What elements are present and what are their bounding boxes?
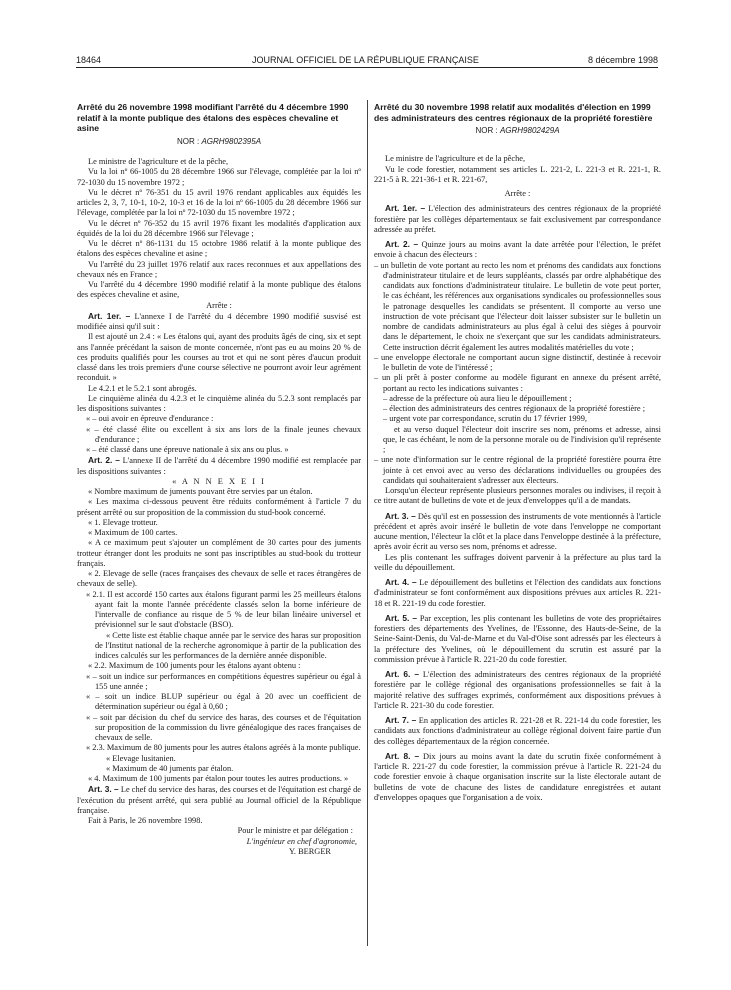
left-sig3: Y. BERGER xyxy=(288,846,331,856)
right-title: Arrêté du 30 novembre 1998 relatif aux modalités d'élection en 1999 des administrateurs des centres régionaux de la propriété forestière xyxy=(374,102,653,123)
right-bullet-1: – un bulletin de vote portant au recto les nom et prénoms des candidats aux fonctions d'administrateur titulaire et de leurs suppléants, classés par ordre alphabétique des candidats aux fonctions d'administrateur titulaire. Le bulletin de vote peut porter, le cas échéant, les références aux organisations syndicales ou professionnelles sous le patronage desquelles les candidats se présentent. Il comporte au verso une instruction de vote précisant que l'électeur doit laisser subsister sur le bulletin un nombre de candidats administrateurs au plus égal à celui des sièges à pourvoir dans le département, le choix ne s'exerçant que sur les candidats administrateurs. Cette instruction décrit également les autres modalités matérielles du vote ; xyxy=(374,260,661,352)
annexe-n4: « Maximum de 100 cartes. xyxy=(88,528,178,538)
left-art3 xyxy=(77,784,361,816)
right-art5 xyxy=(374,613,661,665)
right-bullet-2: – une enveloppe électorale ne comportant aucun signe distinctif, destinée à recevoir le bulletin de vote de l'intéressé ; xyxy=(374,352,661,373)
right-arrete: Arrête : xyxy=(504,189,531,199)
left-art1-p2: Il est ajouté un 2.4 : « Les étalons qui, ayant des produits âgés de cinq, six et sept ans l'année précédant la saison de monte concernée, n'ont pas eu au moins 20 % de ces produits qualifiés pour les courses au trot et qui ne sont pères d'aucun produit classé dans les trois premiers d'une course sélective ne pourront avoir leur agrément reconduit. » xyxy=(77,332,361,383)
right-p2: Vu le code forestier, notamment ses articles L. 221-2, L. 221-3 et R. 221-1, R. 221-5 à R. 221-36-1 et R. 221-67, xyxy=(374,164,661,184)
right-art2-label: Art. 2. – xyxy=(385,239,419,250)
left-title: Arrêté du 26 novembre 1998 modifiant l'arrêté du 4 décembre 1990 relatif à la monte publique des étalons des espèces chevaline et asine xyxy=(77,102,349,134)
right-art8-text: Dix jours au moins avant la date du scrutin fixée conformément à l'article R. 221-27 du code forestier, la commission prévue à l'article R. 221-24 du code forestier envoie à chaque organisation inscrite sur la liste électorale autant de bulletins de vote de chacune des listes de candidature enregistrées et autant d'enveloppes opaques que l'organisation a de voix. xyxy=(374,751,661,802)
left-p4: Vu le décret nº 76-352 du 15 avril 1976 fixant les modalités d'application aux équidés de la loi du 28 décembre 1966 sur l'élevage ; xyxy=(77,218,361,238)
left-p6: Vu l'arrêté du 23 juillet 1976 relatif aux races reconnues et aux appellations des chevaux nés en France ; xyxy=(77,259,361,279)
left-art3-label: Art. 3. – xyxy=(88,784,119,795)
right-art7-text: En application des articles R. 221-28 et R. 221-14 du code forestier, les candidats aux fonctions d'administrateur au collège régional doivent faire partie d'un des collèges départementaux de la région concernée. xyxy=(374,716,661,746)
left-nor xyxy=(77,137,361,147)
left-art2-label: Art. 2. – xyxy=(88,455,120,466)
left-column xyxy=(77,102,361,857)
right-column xyxy=(374,102,661,803)
left-arrete: Arrête : xyxy=(206,300,232,310)
journal-title: JOURNAL OFFICIEL DE LA RÉPUBLIQUE FRANÇAISE xyxy=(252,55,479,65)
spacer xyxy=(374,146,661,154)
annexe-n6: « 2. Elevage de selle (races françaises des chevaux de selle et races étrangères de chevaux de selle). xyxy=(77,569,361,589)
left-p2: Vu la loi nº 66-1005 du 28 décembre 1966 sur l'élevage, complétée par la loi nº 72-1030 du 15 novembre 1972 ; xyxy=(77,167,361,187)
annexe-n13: « 2.3. Maximum de 80 juments pour les autres étalons agréés à la monte publique. xyxy=(86,743,361,753)
right-nor xyxy=(374,126,661,136)
annexe-n2: « Les maxima ci-dessous peuvent être réduits conformément à l'article 7 du présent arrêté ou sur proposition de la commission du stud-book concerné. xyxy=(77,497,361,517)
right-art7 xyxy=(374,715,661,747)
left-p5: Vu le décret nº 86-1131 du 15 octobre 1986 relatif à la monte publique des étalons des espèces chevaline et asine ; xyxy=(77,239,361,259)
annexe-n9: « 2.2. Maximum de 100 juments pour les étalons ayant obtenu : xyxy=(88,661,301,671)
right-art4 xyxy=(374,577,661,609)
annexe-n3: « 1. Elevage trotteur. xyxy=(88,517,158,527)
right-art8 xyxy=(374,751,661,803)
left-p3: Vu le décret nº 76-351 du 15 avril 1976 rendant applicables aux équidés les articles 2, 3, 7, 10-1, 10-2, 10-3 et 16 de la loi nº 66-1005 du 28 décembre 1966 sur l'élevage, complétée par la loi nº 72-1030 du 15 novembre 1972 ; xyxy=(77,187,361,218)
right-art4-label: Art. 4. – xyxy=(385,577,417,588)
left-art2 xyxy=(77,455,361,477)
left-art1-b3: « – été classé dans une épreuve nationale à six ans ou plus. » xyxy=(86,445,289,455)
right-bullet-3d: et au verso duquel l'électeur doit inscrire ses nom, prénoms et adresse, ainsi que, le cas échéant, le nom de la personne morale ou de l'indivision qu'il représente ; xyxy=(383,424,661,455)
annexe-n14: « Elevage lusitanien. xyxy=(106,753,176,763)
right-art6 xyxy=(374,669,661,711)
right-bullet-3: – un pli prêt à poster conforme au modèle figurant en annexe du présent arrêté, portant au recto les indications suivantes : xyxy=(374,373,661,393)
right-after-bullets: Lorsqu'un électeur représente plusieurs personnes morales ou indivises, il reçoit à ce titre autant de bulletins de vote et de jeux d'enveloppes qu'il a de mandats. xyxy=(374,486,661,506)
right-bullet-3a: – adresse de la préfecture où aura lieu le dépouillement ; xyxy=(383,393,572,403)
annexe-n10: « – soit un indice sur performances en compétitions équestres supérieur ou égal à 155 une année ; xyxy=(86,671,361,691)
left-p1: Le ministre de l'agriculture et de la pêche, xyxy=(88,157,229,167)
right-art3-label: Art. 3. – xyxy=(385,510,416,521)
left-sig2: L'ingénieur en chef d'agronomie, xyxy=(246,836,357,846)
annexe-n11: « – soit un indice BLUP supérieur ou égal à 20 avec un coefficient de détermination supérieur ou égal à 0,60 ; xyxy=(86,692,361,712)
right-bullet-3c: – urgent vote par correspondance, scrutin du 17 février 1999, xyxy=(383,414,587,424)
left-art1-p3: Le 4.2.1 et le 5.2.1 sont abrogés. xyxy=(88,383,197,393)
right-nor-label: NOR : xyxy=(475,126,498,136)
issue-date: 8 décembre 1998 xyxy=(587,55,658,65)
right-art8-label: Art. 8. – xyxy=(385,750,420,761)
left-art2-text: L'annexe II de l'arrêté du 4 décembre 1990 modifié est remplacée par les dispositions suivantes : xyxy=(77,456,361,476)
annexe-n12: « – soit par décision du chef du service des haras, des courses et de l'équitation sur proposition de la commission du livre généalogique des races françaises de chevaux de selle. xyxy=(86,712,361,743)
left-art1-label: Art. 1er. – xyxy=(88,310,131,321)
page-number: 18464 xyxy=(76,55,102,65)
right-art1-text: L'élection des administrateurs des centres régionaux de la propriété forestière par les collèges départementaux se fait exclusivement par correspondance adressée au préfet. xyxy=(374,204,661,234)
annexe-n16: « 4. Maximum de 100 juments par étalon pour toutes les autres productions. » xyxy=(88,774,349,784)
left-nor-code: AGRH9802395A xyxy=(201,136,262,146)
right-art7-label: Art. 7. – xyxy=(385,715,417,726)
left-art1 xyxy=(77,311,361,333)
right-art1-label: Art. 1er. – xyxy=(385,203,426,214)
annexe-n7: « 2.1. Il est accordé 150 cartes aux étalons figurant parmi les 25 meilleurs étalons ayant fait la monte l'année précédente classés selon la borne inférieure de l'intervalle de confiance au risque de 5 % de leur bilan linéaire universel et prévisionnel sur le saut d'obstacle (BSO). xyxy=(86,589,361,630)
right-p1: Le ministre de l'agriculture et de la pêche, xyxy=(385,154,526,164)
right-art4-text: Le dépouillement des bulletins et l'élection des candidats aux fonctions d'administrateur se font conformément aux dispositions prévues aux articles R. 221-18 et R. 221-19 du code forestier. xyxy=(374,578,662,608)
right-bullet-3b: – élection des administrateurs des centres régionaux de la propriété forestière ; xyxy=(383,404,646,414)
left-p7: Vu l'arrêté du 4 décembre 1990 modifié relatif à la monte publique des étalons des espèces chevaline et asine, xyxy=(77,280,361,300)
left-fait: Fait à Paris, le 26 novembre 1998. xyxy=(88,816,203,826)
page-header xyxy=(0,0,731,65)
left-art1-text: L'annexe I de l'arrêté du 4 décembre 1990 modifié susvisé est modifiée ainsi qu'il suit : xyxy=(77,311,361,332)
left-art1-b2: « – été classé élite ou excellent à six ans lors de la finale jeunes chevaux d'endurance ; xyxy=(86,424,361,444)
annexe-n1: « Nombre maximum de juments pouvant être servies par un étalon. xyxy=(88,487,313,497)
right-art5-label: Art. 5. – xyxy=(385,612,418,623)
left-nor-label: NOR : xyxy=(176,136,200,146)
annexe-n8: « Cette liste est établie chaque année par le service des haras sur proposition de l'Institut national de la recherche agronomique à partir de la publication des indices calculés sur les performances de la dernière année disponible. xyxy=(95,630,361,661)
right-bullet-4: – une note d'information sur le centre régional de la propriété forestière pourra être jointe à cet envoi avec au verso des déclarations individuelles ou groupées des candidats qui souhaiteraient s'adresser aux électeurs. xyxy=(374,455,661,485)
right-art2 xyxy=(374,239,661,261)
right-art3 xyxy=(374,511,661,553)
left-art3-text: Le chef du service des haras, des courses et de l'équitation est chargé de l'exécution du présent arrêté, qui sera publié au Journal officiel de la République française. xyxy=(77,785,361,815)
left-art1-p4: Le cinquième alinéa du 4.2.3 et le cinquième alinéa du 5.2.3 sont remplacés par les dispositions suivantes : xyxy=(77,393,361,414)
annexe-heading: « A N N E X E I I xyxy=(172,476,266,486)
right-art2-text: Quinze jours au moins avant la date arrêtée pour l'élection, le préfet envoie à chacun des électeurs : xyxy=(374,240,661,260)
left-sig1: Pour le ministre et par délégation : xyxy=(237,826,353,836)
right-art1 xyxy=(374,203,661,235)
left-art1-b1: « – oui avoir en épreuve d'endurance : xyxy=(86,414,214,424)
column-divider xyxy=(367,100,368,946)
right-art5-text: Par exception, les plis contenant les bulletins de vote des propriétaires forestiers des départements des Yvelines, de l'Essonne, des Hauts-de-Seine, de la Seine-Saint-Denis, du Val-de-Marne et du Val-d'Oise sont adressés par les électeurs à la préfecture des Yvelines, où le dépouillement du scrutin est assuré par la commission prévue à l'article R. 221-20 du code forestier. xyxy=(374,613,662,664)
header-rule xyxy=(76,67,658,68)
annexe-n15: « Maximum de 40 juments par étalon. xyxy=(106,763,234,773)
right-art3-text: Dès qu'il est en possession des instruments de vote mentionnés à l'article précédent et après avoir inséré le bulletin de vote dans l'enveloppe ne comportant aucune mention, l'électeur la clôt et la place dans l'enveloppe destinée à la préfecture, après avoir écrit au verso ses nom, prénoms et adresse. xyxy=(374,511,661,552)
right-art6-label: Art. 6. – xyxy=(385,669,420,680)
right-nor-code: AGRH9802429A xyxy=(499,126,560,136)
annexe-n5: « A ce maximum peut s'ajouter un complément de 30 cartes pour des juments trotteur étranger dont les produits ne sont pas inscriptibles au stud-book du trotteur français. xyxy=(77,538,361,568)
right-art3-p2: Les plis contenant les suffrages doivent parvenir à la préfecture au plus tard la veille du dépouillement. xyxy=(374,552,661,572)
right-art6-text: L'élection des administrateurs des centres régionaux de la propriété forestière par le collège régional des organisations professionnelles se fait à la majorité relative des suffrages exprimés, conformément aux dispositions prévues à l'article R. 221-30 du code forestier. xyxy=(374,670,661,710)
